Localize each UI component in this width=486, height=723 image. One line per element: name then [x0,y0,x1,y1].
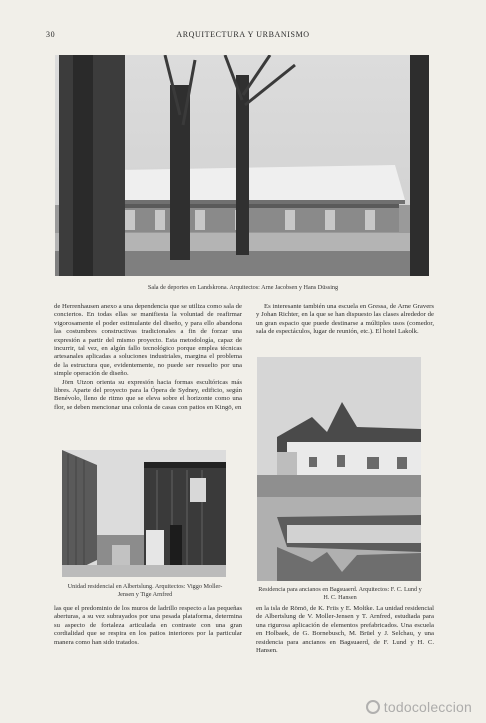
photo-sports-hall [55,55,429,276]
caption-residential-unit: Unidad residencial en Albertslung. Arquitectos: Viggo Moller-Jensen y Tige Arnfred [67,583,223,598]
paragraph: de Herrenhausen anexo a una dependencia que se utiliza como sala de conciertos. En todas ellas se manifiesta la voluntad de reafirmar vigorosamente el poder estimulante del diseño, y para ello abandona las costumbres constructivas tradicionales a fin de forzar una expresión a partir del mismo proyecto. Esta metodología, capaz de incurrir, tal vez, en algún fallo tecnológico porque emplea técnicas artesanales aplicadas a soluciones industriales, margina el problema de la estructura que, evidentemente, no puede ser resuelto por una simple operación de diseño. [54,303,242,378]
watermark-logo-icon [366,700,380,714]
running-head: ARQUITECTURA Y URBANISMO [176,30,310,39]
paragraph: en la isla de Römö, de K. Friis y E. Moltke. La unidad residencial de Albertslung de V. Moller-Jensen y T. Arnfred, estudiada para una rigurosa aplicación de elementos prefabricados. Una escuela en Holbaek, de G. Bornebusch, M. Brüel y J. Selchau, y una residencia para ancianos en Bagsuaerd, de F. Lund y H. C. Hansen. [256,605,434,655]
watermark-text: todocoleccion [383,699,472,715]
caption-elderly-residence: Residencia para ancianos en Bagsuaerd. Arquitectos: F. C. Lund y H. C. Hansen [258,586,422,601]
photo-elderly-residence [257,357,421,581]
text-column-bottom-right [256,605,434,655]
page-number: 30 [46,30,56,39]
paragraph: Jörn Utzon orienta su expresión hacia formas escultóricas más libres. Aparte del proyecto para la Ópera de Sydney, edificio, según Benévolo, lleno de ritmo que se eleva sobre el horizonte como una flor, se deben mencionar una colonia de casas con patios en Kingö, en [54,378,242,411]
photo-residential-unit [62,450,226,577]
text-column-bottom-left [54,605,242,647]
paragraph: Es interesante también una escuela en Gressa, de Arne Gravers y Johan Richter, en la que se han dispuesto las clases alrededor de un gran espacio que puede destinarse a múltiples usos (comedor, sala de espectáculos, lugar de reunión, etc.). El hotel Lakolk. [256,303,434,336]
caption-sports-hall: Sala de deportes en Landskrona. Arquitectos: Arne Jacobsen y Hans Düssing [147,284,339,291]
paragraph: las que el predominio de los muros de ladrillo respecto a las pequeñas aberturas, a su vez subrayados por una pesada plataforma, determina su aspecto de fortaleza articulada en contraste con una gran cordialidad que se respira en los patios interiores por la particular manera como han sido tratados. [54,605,242,646]
page-header [46,30,440,42]
text-column-right [256,303,434,337]
text-column-left [54,303,242,412]
watermark [366,699,472,715]
